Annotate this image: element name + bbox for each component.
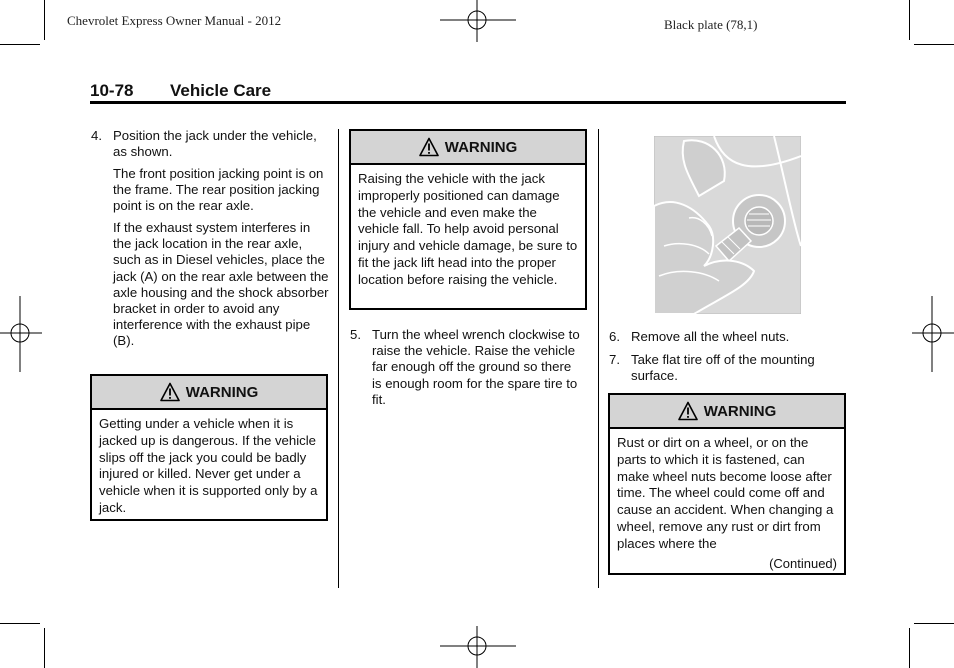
paragraph-exhaust: If the exhaust system interferes in the jack location in the rear axle, such as in Diesel vehicles, place the jack (A) on the rear axle between the axle housing and the shock absorber bracket in order to avoid any interference with the exhaust pipe (B). xyxy=(113,220,329,349)
step-text: Position the jack under the vehicle, as shown. xyxy=(113,128,317,160)
plate-label: Black plate (78,1) xyxy=(664,17,758,32)
warning-triangle-icon xyxy=(160,382,180,402)
warning-box xyxy=(608,393,846,575)
registration-mark-icon xyxy=(440,626,516,668)
step-number: 6. xyxy=(609,329,620,344)
column-divider xyxy=(598,129,599,588)
step-number: 4. xyxy=(91,128,102,143)
section-heading xyxy=(90,80,846,102)
wheel-nut-removal-illustration xyxy=(654,136,801,314)
warning-text: Raising the vehicle with the jack improperly positioned can damage the vehicle and even make the vehicle fall. To help avoid personal injury and vehicle damage, be sure to fit the jack lift head into the proper location before raising the vehicle. xyxy=(358,171,578,287)
registration-mark-icon xyxy=(440,0,516,42)
crop-mark xyxy=(914,44,954,45)
paragraph-jacking-points: The front position jacking point is on the frame. The rear position jacking point is on the rear axle. xyxy=(113,166,324,214)
manual-title: Chevrolet Express Owner Manual - 2012 xyxy=(67,13,282,28)
warning-triangle-icon xyxy=(419,137,439,157)
step-text: Take flat tire off of the mounting surface. xyxy=(631,352,815,384)
section-title: Vehicle Care xyxy=(170,81,272,100)
step-number: 5. xyxy=(350,327,361,342)
step-text: Remove all the wheel nuts. xyxy=(631,329,790,344)
warning-body: Rust or dirt on a wheel, or on the parts to which it is fastened, can make wheel nuts become loose after time. The wheel could come off and cause an accident. When changing a wheel, remove any rust or dirt from places where the xyxy=(617,435,834,551)
crop-mark xyxy=(914,623,954,624)
heading-rule xyxy=(90,101,846,104)
warning-label: WARNING xyxy=(444,138,518,156)
crop-mark xyxy=(0,623,40,624)
warning-triangle-icon xyxy=(678,401,698,421)
warning-header xyxy=(610,395,844,429)
warning-header xyxy=(92,376,326,410)
step-text: Turn the wheel wrench clockwise to raise the vehicle. Raise the vehicle far enough off the ground so there is enough room for the spare tire to fit. xyxy=(372,327,580,407)
warning-text xyxy=(610,429,844,572)
crop-mark xyxy=(909,0,910,40)
crop-mark xyxy=(0,44,40,45)
warning-label: WARNING xyxy=(185,383,259,401)
crop-mark xyxy=(44,628,45,668)
warning-header xyxy=(351,131,585,165)
column-divider xyxy=(338,129,339,588)
registration-mark-icon xyxy=(0,296,42,372)
continued-label: (Continued) xyxy=(769,555,837,571)
crop-mark xyxy=(909,628,910,668)
warning-label: WARNING xyxy=(703,402,777,420)
registration-mark-icon xyxy=(912,296,954,372)
page-number: 10-78 xyxy=(90,81,134,100)
step-number: 7. xyxy=(609,352,620,367)
warning-box xyxy=(90,374,328,521)
warning-text: Getting under a vehicle when it is jacked up is dangerous. If the vehicle slips off the jack you could be badly injured or killed. Never get under a vehicle when it is supported only by a jack. xyxy=(99,416,318,515)
crop-mark xyxy=(44,0,45,40)
warning-box xyxy=(349,129,587,310)
